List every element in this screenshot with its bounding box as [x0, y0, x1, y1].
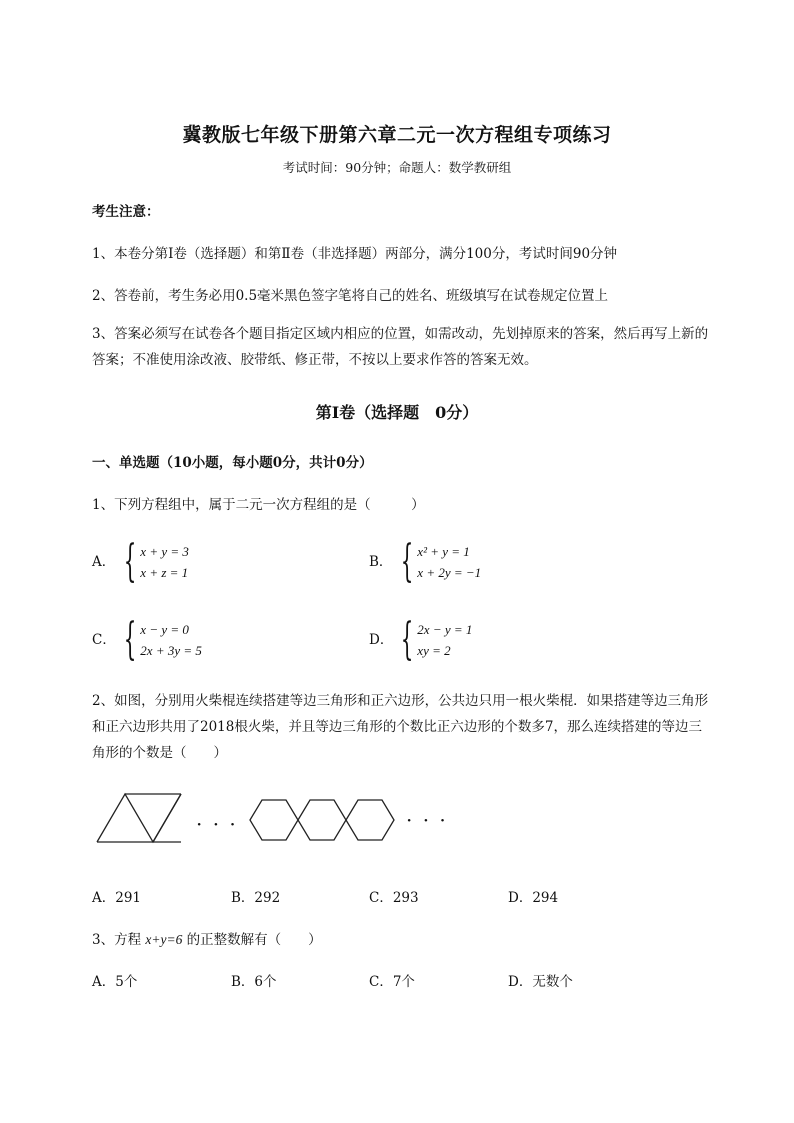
- equation-system: [399, 614, 473, 665]
- brace-icon: {: [123, 614, 137, 665]
- brace-icon: {: [400, 536, 414, 587]
- option-label: B．: [369, 553, 393, 570]
- equation: 2x + 3y = 5: [140, 643, 202, 658]
- question-1-stem: 1、下列方程组中，属于二元一次方程组的是（ ）: [92, 497, 425, 513]
- q1-option-d[interactable]: [369, 614, 473, 665]
- equation-system: [122, 614, 202, 665]
- matchstick-figure: [92, 790, 452, 860]
- q1-option-c[interactable]: [92, 614, 202, 665]
- q2-option-b[interactable]: B．292: [231, 890, 281, 906]
- equation: x + z = 1: [140, 565, 189, 580]
- notice-item-2: 2、答卷前，考生务必用0.5毫米黑色签字笔将自己的姓名、班级填写在试卷规定位置上: [92, 288, 609, 304]
- brace-icon: {: [123, 536, 137, 587]
- question-3-stem: [92, 928, 322, 948]
- notice-heading: 考生注意：: [92, 204, 160, 220]
- page-title: 冀教版七年级下册第六章二元一次方程组专项练习: [182, 124, 612, 146]
- hexagons-figure: [250, 800, 394, 840]
- question-2-stem: 2、如图，分别用火柴棍连续搭建等边三角形和正六边形，公共边只用一根火柴棍．如果搭建等边三角形和正六边形共用了2018根火柴，并且等边三角形的个数比正六边形的个数多7，那么连续搭建的等边三角形的个数是（ ）: [92, 693, 709, 761]
- q3-option-d[interactable]: D．无数个: [508, 974, 573, 990]
- q2-option-d[interactable]: D．294: [508, 890, 559, 906]
- ellipsis-dots: · · ·: [406, 808, 448, 832]
- equation: x+y=6: [145, 932, 183, 947]
- notice-item-1: 1、本卷分第I卷（选择题）和第Ⅱ卷（非选择题）两部分，满分100分，考试时间90分钟: [92, 246, 618, 262]
- q1-option-b[interactable]: [369, 536, 482, 587]
- q2-option-a[interactable]: A．291: [92, 890, 142, 906]
- q2-option-c[interactable]: C．293: [369, 890, 419, 906]
- equation: x + 2y = −1: [417, 565, 482, 580]
- equation: x − y = 0: [140, 622, 189, 637]
- brace-icon: {: [400, 614, 414, 665]
- stem-prefix: 3、方程: [92, 932, 142, 948]
- equation: 2x − y = 1: [417, 622, 473, 637]
- part-heading: 一、单选题（10小题，每小题0分，共计0分）: [92, 455, 373, 471]
- option-label: C．: [92, 631, 116, 648]
- equation: x + y = 3: [140, 544, 189, 559]
- section-title: 第I卷（选择题 0分）: [315, 403, 479, 422]
- exam-info: 考试时间：90分钟；命题人：数学教研组: [282, 160, 512, 175]
- equation-system: [122, 536, 189, 587]
- equation: xy = 2: [417, 643, 451, 658]
- triangles-figure: [97, 794, 181, 842]
- q3-option-c[interactable]: C．7个: [369, 974, 415, 990]
- equation-system: [399, 536, 482, 587]
- equation: x² + y = 1: [417, 544, 470, 559]
- q3-option-a[interactable]: A．5个: [92, 974, 138, 990]
- option-label: D．: [369, 631, 394, 648]
- stem-suffix: 的正整数解有（ ）: [186, 932, 322, 948]
- option-label: A．: [92, 553, 116, 570]
- notice-item-3: 3、答案必须写在试卷各个题目指定区域内相应的位置，如需改动，先划掉原来的答案，然后再写上新的答案；不准使用涂改液、胶带纸、修正带，不按以上要求作答的答案无效。: [92, 326, 709, 368]
- ellipsis-dots: · · ·: [196, 812, 238, 836]
- q3-option-b[interactable]: B．6个: [231, 974, 277, 990]
- q1-option-a[interactable]: [92, 536, 189, 587]
